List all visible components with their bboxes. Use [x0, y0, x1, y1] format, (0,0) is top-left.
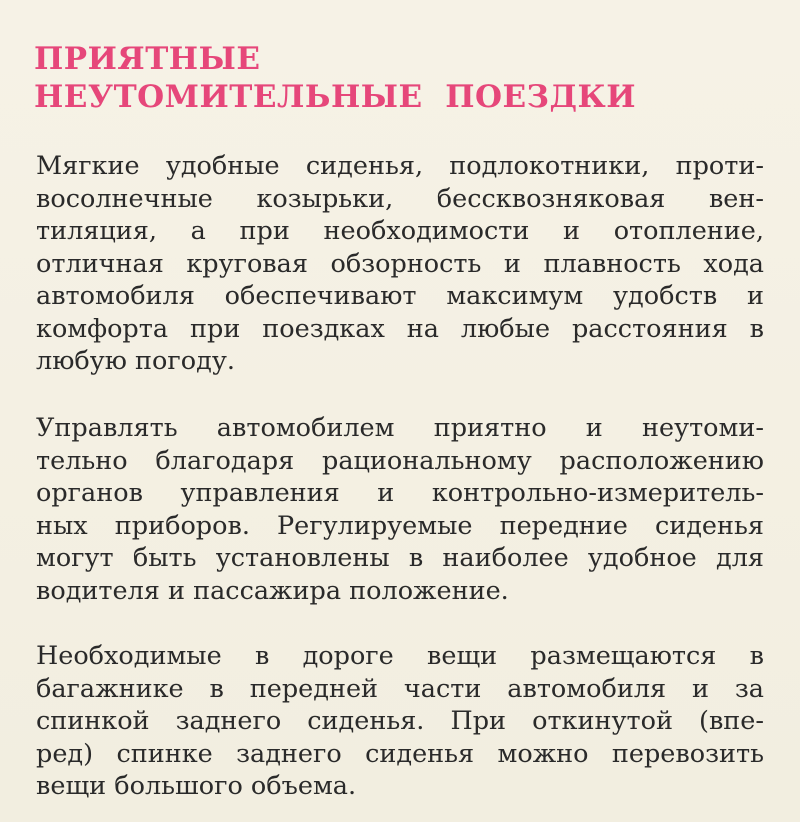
text-line: вещи большого объема. — [36, 771, 357, 801]
text-line: спинкой заднего сиденья. При откинутой (впе- — [36, 706, 764, 736]
text-line: комфорта при поездках на любые расстояния в — [36, 313, 764, 344]
text-line: ред) спинке заднего сиденья можно перевозить — [36, 738, 764, 769]
paragraph-comfort — [36, 150, 764, 378]
text-line: Управлять автомобилем приятно и неутоми- — [36, 413, 764, 443]
text-line: отличная круговая обзорность и плавность хода — [36, 248, 764, 279]
title-line: ПРИЯТНЫЕ — [34, 41, 261, 77]
text-line: восолнечные козырьки, бессквозняковая вен- — [36, 183, 764, 214]
text-line: автомобиля обеспечивают максимум удобств и — [36, 281, 764, 311]
text-line: тиляция, а при необходимости и отопление, — [36, 216, 764, 246]
paragraph-luggage — [36, 640, 764, 803]
text-line: могут быть установлены в наиболее удобное для — [36, 543, 764, 573]
paragraph-controls — [36, 412, 764, 607]
text-line: багажнике в передней части автомобиля и за — [36, 673, 764, 704]
text-line: ных приборов. Регулируемые передние сиденья — [36, 510, 764, 541]
text-line: водителя и пассажира положение. — [36, 575, 509, 606]
text-line: любую погоду. — [36, 346, 235, 376]
page-title — [34, 40, 636, 116]
title-line: НЕУТОМИТЕЛЬНЫЕ ПОЕЗДКИ — [34, 79, 637, 115]
text-line: органов управления и контрольно-измеритель- — [36, 478, 764, 508]
text-line: Мягкие удобные сиденья, подлокотники, проти- — [36, 151, 764, 181]
text-line: тельно благодаря рациональному расположению — [36, 445, 764, 476]
text-line: Необходимые в дороге вещи размещаются в — [36, 641, 764, 671]
